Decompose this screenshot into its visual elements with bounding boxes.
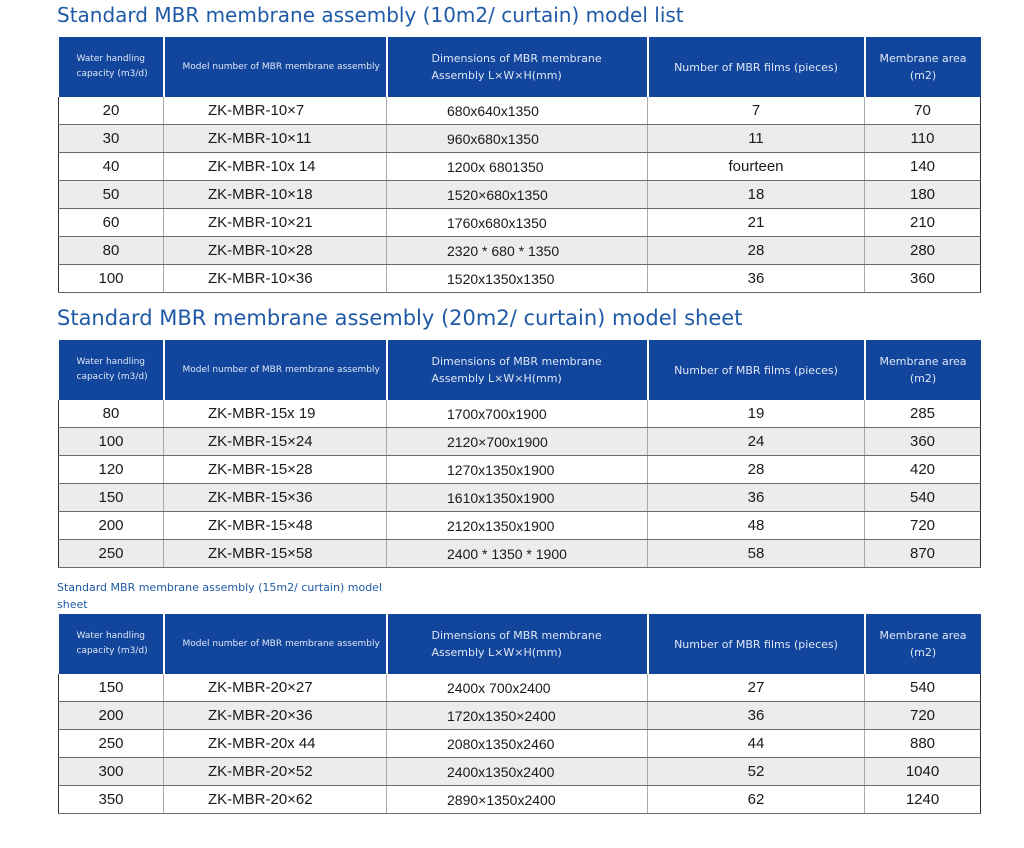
cell-area: 1040: [865, 758, 981, 786]
cell-model: ZK-MBR-20×62: [164, 786, 387, 814]
table-row: [59, 758, 981, 786]
cell-capacity: 250: [59, 540, 164, 568]
cell-capacity: 80: [59, 400, 164, 428]
cell-model: ZK-MBR-10x 14: [164, 153, 387, 181]
header-films: Number of MBR films (pieces): [648, 37, 865, 97]
table-row: [59, 97, 981, 125]
table-row: [59, 702, 981, 730]
cell-capacity: 60: [59, 209, 164, 237]
header-model-number: Model number of MBR membrane assembly: [164, 37, 387, 97]
model-table-20m2: [58, 340, 981, 568]
cell-area: 870: [865, 540, 981, 568]
table-row: [59, 400, 981, 428]
cell-area: 1240: [865, 786, 981, 814]
cell-area: 280: [865, 237, 981, 265]
cell-dimensions: 2080x1350x2460: [387, 730, 648, 758]
cell-dimensions: 1720x1350×2400: [387, 702, 648, 730]
header-area: Membrane area (m2): [865, 37, 981, 97]
cell-dimensions: 1200x 6801350: [387, 153, 648, 181]
cell-capacity: 40: [59, 153, 164, 181]
cell-capacity: 20: [59, 97, 164, 125]
cell-area: 360: [865, 428, 981, 456]
cell-area: 110: [865, 125, 981, 153]
cell-dimensions: 1520x1350x1350: [387, 265, 648, 293]
cell-films: 62: [648, 786, 865, 814]
cell-films: 48: [648, 512, 865, 540]
cell-films: 28: [648, 237, 865, 265]
table-row: [59, 484, 981, 512]
cell-model: ZK-MBR-20×27: [164, 674, 387, 702]
table-2-title: Standard MBR membrane assembly (20m2/ curtain) model sheet: [57, 306, 743, 330]
header-model-number: Model number of MBR membrane assembly: [164, 614, 387, 674]
header-films: Number of MBR films (pieces): [648, 340, 865, 400]
cell-capacity: 30: [59, 125, 164, 153]
cell-dimensions: 960x680x1350: [387, 125, 648, 153]
cell-dimensions: 680x640x1350: [387, 97, 648, 125]
cell-model: ZK-MBR-15×58: [164, 540, 387, 568]
header-area: Membrane area (m2): [865, 340, 981, 400]
header-dimensions: Dimensions of MBR membrane Assembly L×W×H(mm): [387, 340, 648, 400]
cell-area: 180: [865, 181, 981, 209]
table-row: [59, 540, 981, 568]
cell-films: 18: [648, 181, 865, 209]
header-dimensions: Dimensions of MBR membrane Assembly L×W×H(mm): [387, 614, 648, 674]
cell-dimensions: 2400 * 1350 * 1900: [387, 540, 648, 568]
cell-dimensions: 2120×700x1900: [387, 428, 648, 456]
cell-model: ZK-MBR-15×24: [164, 428, 387, 456]
cell-films: 36: [648, 702, 865, 730]
table-row: [59, 512, 981, 540]
cell-films: 36: [648, 265, 865, 293]
cell-area: 285: [865, 400, 981, 428]
cell-model: ZK-MBR-10×21: [164, 209, 387, 237]
table-1-title: Standard MBR membrane assembly (10m2/ curtain) model list: [57, 3, 684, 27]
header-area: Membrane area (m2): [865, 614, 981, 674]
cell-model: ZK-MBR-10×11: [164, 125, 387, 153]
table-row: [59, 237, 981, 265]
cell-films: 19: [648, 400, 865, 428]
header-capacity: Water handling capacity (m3/d): [59, 37, 164, 97]
cell-dimensions: 2320 * 680 * 1350: [387, 237, 648, 265]
cell-model: ZK-MBR-10×18: [164, 181, 387, 209]
table-row: [59, 153, 981, 181]
cell-model: ZK-MBR-15×36: [164, 484, 387, 512]
cell-capacity: 150: [59, 674, 164, 702]
cell-model: ZK-MBR-10×28: [164, 237, 387, 265]
cell-area: 140: [865, 153, 981, 181]
cell-area: 210: [865, 209, 981, 237]
table-row: [59, 730, 981, 758]
cell-capacity: 350: [59, 786, 164, 814]
cell-dimensions: 1610x1350x1900: [387, 484, 648, 512]
cell-dimensions: 2400x 700x2400: [387, 674, 648, 702]
cell-area: 360: [865, 265, 981, 293]
header-films: Number of MBR films (pieces): [648, 614, 865, 674]
table-row: [59, 428, 981, 456]
table-body: [59, 674, 981, 814]
cell-films: 36: [648, 484, 865, 512]
cell-area: 70: [865, 97, 981, 125]
table-row: [59, 786, 981, 814]
table-row: [59, 265, 981, 293]
header-dimensions: Dimensions of MBR membrane Assembly L×W×H(mm): [387, 37, 648, 97]
cell-films: 28: [648, 456, 865, 484]
cell-films: fourteen: [648, 153, 865, 181]
cell-dimensions: 1520×680x1350: [387, 181, 648, 209]
header-model-number: Model number of MBR membrane assembly: [164, 340, 387, 400]
cell-model: ZK-MBR-15×28: [164, 456, 387, 484]
table-row: [59, 125, 981, 153]
cell-model: ZK-MBR-10×7: [164, 97, 387, 125]
cell-capacity: 250: [59, 730, 164, 758]
table-body: [59, 97, 981, 293]
model-table-10m2: [58, 37, 981, 293]
cell-model: ZK-MBR-10×36: [164, 265, 387, 293]
cell-area: 540: [865, 484, 981, 512]
cell-capacity: 100: [59, 428, 164, 456]
cell-films: 27: [648, 674, 865, 702]
model-table-15m2: [58, 614, 981, 814]
cell-capacity: 200: [59, 512, 164, 540]
cell-area: 880: [865, 730, 981, 758]
cell-films: 21: [648, 209, 865, 237]
cell-dimensions: 1270x1350x1900: [387, 456, 648, 484]
cell-films: 52: [648, 758, 865, 786]
cell-capacity: 150: [59, 484, 164, 512]
table-row: [59, 181, 981, 209]
table-row: [59, 456, 981, 484]
cell-model: ZK-MBR-20x 44: [164, 730, 387, 758]
table-row: [59, 209, 981, 237]
cell-capacity: 50: [59, 181, 164, 209]
cell-films: 7: [648, 97, 865, 125]
cell-capacity: 300: [59, 758, 164, 786]
cell-capacity: 120: [59, 456, 164, 484]
cell-area: 720: [865, 702, 981, 730]
cell-films: 58: [648, 540, 865, 568]
cell-dimensions: 2120x1350x1900: [387, 512, 648, 540]
cell-area: 540: [865, 674, 981, 702]
cell-dimensions: 1760x680x1350: [387, 209, 648, 237]
cell-model: ZK-MBR-20×36: [164, 702, 387, 730]
cell-films: 11: [648, 125, 865, 153]
cell-films: 24: [648, 428, 865, 456]
table-row: [59, 674, 981, 702]
table-body: [59, 400, 981, 568]
cell-area: 720: [865, 512, 981, 540]
cell-capacity: 100: [59, 265, 164, 293]
table-3-title: Standard MBR membrane assembly (15m2/ curtain) model sheet: [57, 581, 382, 611]
cell-films: 44: [648, 730, 865, 758]
cell-model: ZK-MBR-15×48: [164, 512, 387, 540]
cell-model: ZK-MBR-15x 19: [164, 400, 387, 428]
cell-dimensions: 1700x700x1900: [387, 400, 648, 428]
cell-capacity: 80: [59, 237, 164, 265]
header-capacity: Water handling capacity (m3/d): [59, 340, 164, 400]
cell-dimensions: 2400x1350x2400: [387, 758, 648, 786]
header-capacity: Water handling capacity (m3/d): [59, 614, 164, 674]
cell-dimensions: 2890×1350x2400: [387, 786, 648, 814]
cell-model: ZK-MBR-20×52: [164, 758, 387, 786]
cell-capacity: 200: [59, 702, 164, 730]
cell-area: 420: [865, 456, 981, 484]
